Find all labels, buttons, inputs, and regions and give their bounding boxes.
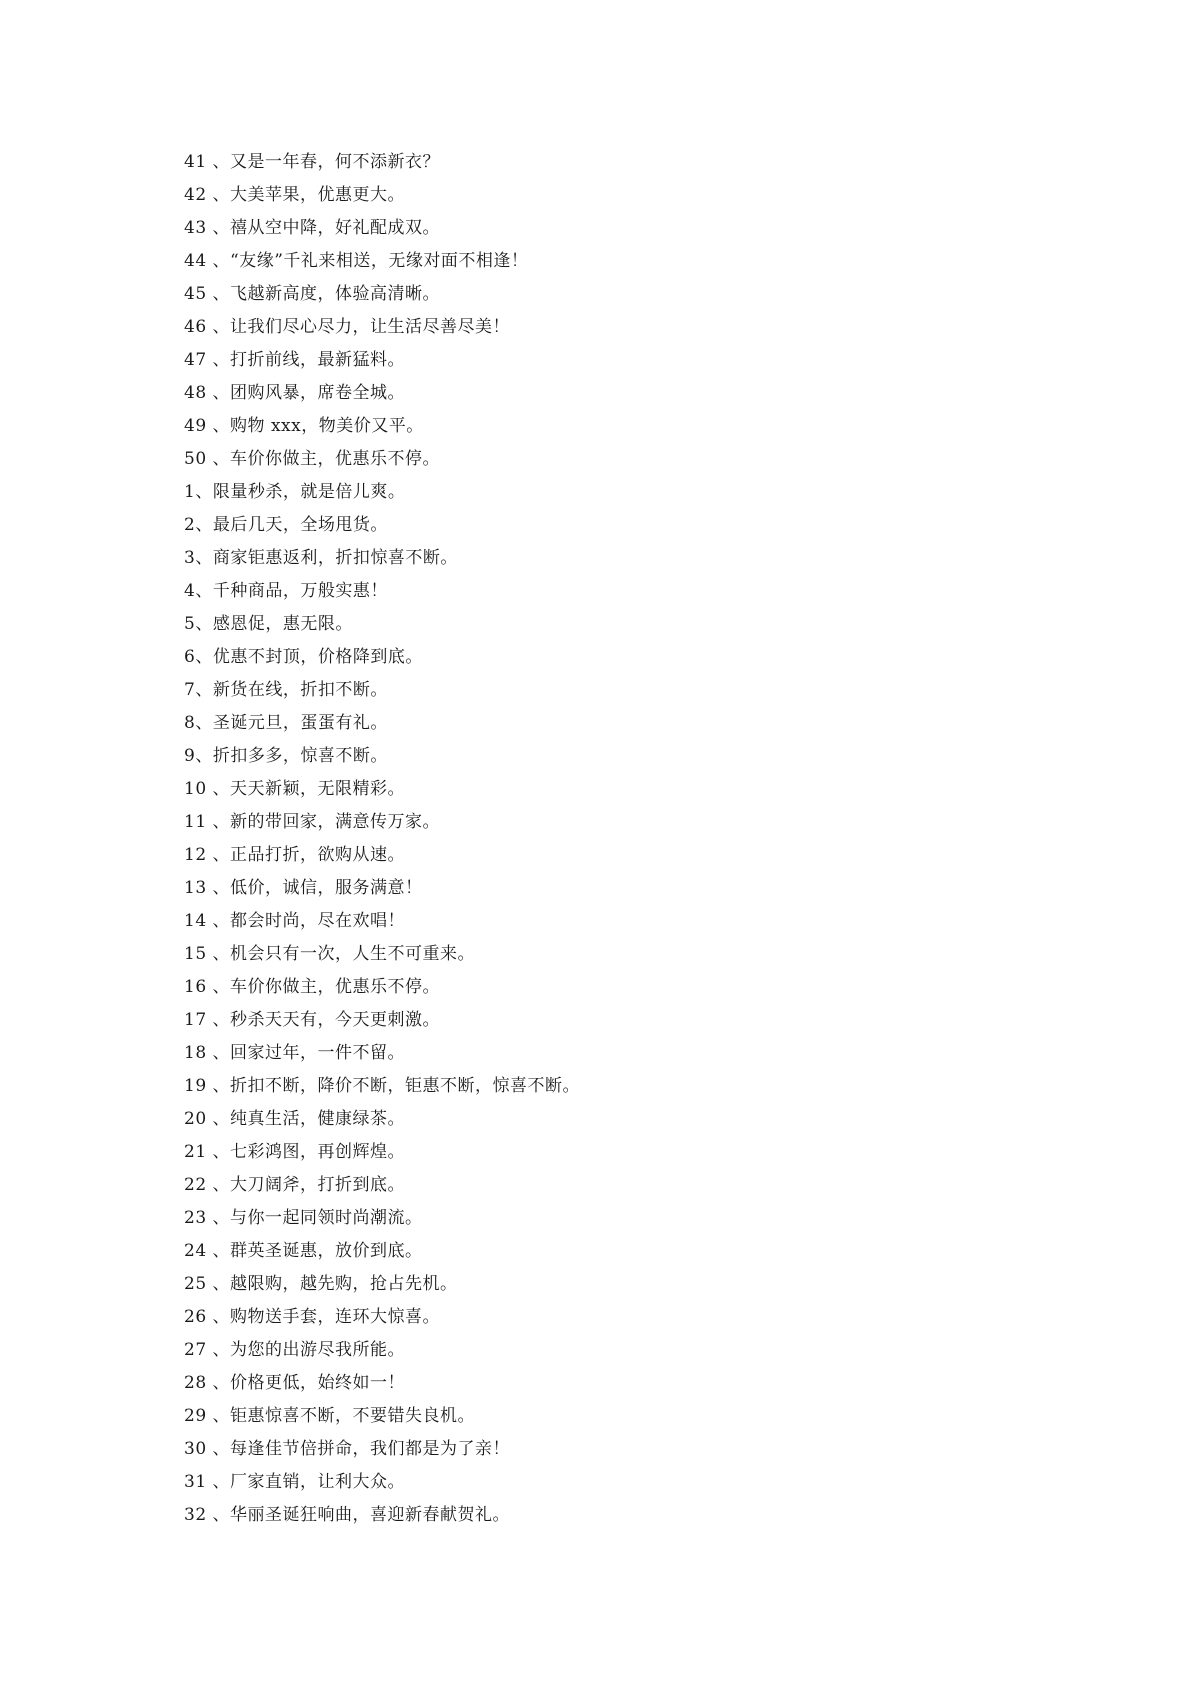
slogan-list — [184, 146, 1084, 1532]
list-item: 10 、天天新颖，无限精彩。 — [184, 779, 406, 799]
list-item: 27 、为您的出游尽我所能。 — [184, 1340, 406, 1360]
list-item: 15 、机会只有一次，人生不可重来。 — [184, 944, 476, 964]
list-item: 30 、每逢佳节倍拼命，我们都是为了亲！ — [184, 1439, 511, 1459]
list-item: 42 、大美苹果，优惠更大。 — [184, 185, 406, 205]
list-item: 26 、购物送手套，连环大惊喜。 — [184, 1307, 441, 1327]
list-item: 20 、纯真生活，健康绿茶。 — [184, 1109, 406, 1129]
list-item: 24 、群英圣诞惠，放价到底。 — [184, 1241, 423, 1261]
list-item: 48 、团购风暴，席卷全城。 — [184, 383, 406, 403]
list-item: 31 、厂家直销，让利大众。 — [184, 1472, 406, 1492]
list-item: 50 、车价你做主，优惠乐不停。 — [184, 449, 441, 469]
list-item: 46 、让我们尽心尽力，让生活尽善尽美！ — [184, 317, 511, 337]
list-item: 12 、正品打折，欲购从速。 — [184, 845, 406, 865]
list-item: 41 、又是一年春，何不添新衣？ — [184, 152, 441, 172]
list-item: 2、最后几天，全场甩货。 — [184, 515, 388, 535]
list-item: 4、千种商品，万般实惠！ — [184, 581, 388, 601]
list-item: 43 、禧从空中降，好礼配成双。 — [184, 218, 441, 238]
list-item: 8、圣诞元旦，蛋蛋有礼。 — [184, 713, 388, 733]
list-item: 18 、回家过年，一件不留。 — [184, 1043, 406, 1063]
list-item: 44 、“友缘”千礼来相送，无缘对面不相逢！ — [184, 251, 529, 271]
list-item: 17 、秒杀天天有，今天更刺激。 — [184, 1010, 441, 1030]
list-item: 21 、七彩鸿图，再创辉煌。 — [184, 1142, 406, 1162]
list-item: 1、限量秒杀，就是倍儿爽。 — [184, 482, 406, 502]
list-item: 16 、车价你做主，优惠乐不停。 — [184, 977, 441, 997]
list-item: 28 、价格更低，始终如一！ — [184, 1373, 406, 1393]
list-item: 32 、华丽圣诞狂响曲，喜迎新春献贺礼。 — [184, 1505, 511, 1525]
list-item: 22 、大刀阔斧，打折到底。 — [184, 1175, 406, 1195]
list-item: 47 、打折前线，最新猛料。 — [184, 350, 406, 370]
list-item: 14 、都会时尚，尽在欢唱！ — [184, 911, 406, 931]
list-item: 23 、与你一起同领时尚潮流。 — [184, 1208, 423, 1228]
list-item: 5、感恩促，惠无限。 — [184, 614, 353, 634]
list-item: 19 、折扣不断，降价不断，钜惠不断，惊喜不断。 — [184, 1076, 581, 1096]
list-item: 45 、飞越新高度，体验高清晰。 — [184, 284, 441, 304]
list-item: 6、优惠不封顶，价格降到底。 — [184, 647, 423, 667]
list-item: 13 、低价，诚信，服务满意！ — [184, 878, 423, 898]
list-item: 3、商家钜惠返利，折扣惊喜不断。 — [184, 548, 458, 568]
list-item: 11 、新的带回家，满意传万家。 — [184, 812, 441, 832]
list-item: 25 、越限购，越先购，抢占先机。 — [184, 1274, 458, 1294]
list-item: 29 、钜惠惊喜不断，不要错失良机。 — [184, 1406, 476, 1426]
list-item: 9、折扣多多，惊喜不断。 — [184, 746, 388, 766]
list-item: 49 、购物 xxx，物美价又平。 — [184, 416, 424, 436]
list-item: 7、新货在线，折扣不断。 — [184, 680, 388, 700]
